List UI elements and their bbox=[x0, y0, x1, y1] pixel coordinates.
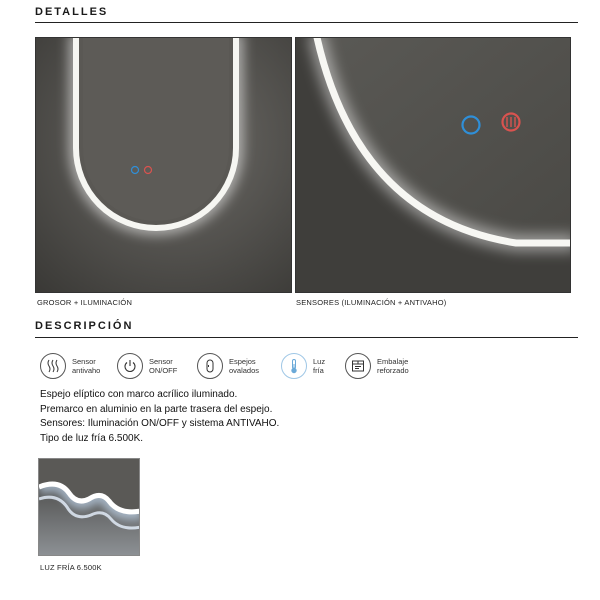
description-title: DESCRIPCIÓN bbox=[35, 320, 134, 332]
cold-light-swatch bbox=[38, 458, 140, 556]
thermometer-icon bbox=[281, 353, 307, 379]
feature-packaging-label: Embalaje reforzado bbox=[377, 357, 409, 375]
oval-mirror-icon bbox=[197, 353, 223, 379]
feature-oval-label: Espejos ovalados bbox=[229, 357, 260, 375]
description-line: Sensores: Iluminación ON/OFF y sistema ANTIVAHO. bbox=[40, 418, 280, 429]
thickness-caption: GROSOR + ILUMINACIÓN bbox=[37, 298, 133, 307]
package-icon bbox=[345, 353, 371, 379]
feature-antifog bbox=[40, 351, 100, 381]
feature-packaging bbox=[345, 351, 409, 381]
feature-onoff-label: Sensor ON/OFF bbox=[149, 357, 178, 375]
details-rule bbox=[35, 22, 578, 23]
feature-cold-light bbox=[281, 351, 325, 381]
power-icon bbox=[117, 353, 143, 379]
description-line: Premarco en aluminio en la parte trasera del espejo. bbox=[40, 403, 273, 415]
mirror-thickness-photo bbox=[35, 37, 292, 293]
feature-oval bbox=[197, 351, 259, 381]
description-line: Espejo elíptico con marco acrílico iluminado. bbox=[40, 389, 238, 400]
mirror-sensors-photo bbox=[295, 37, 571, 293]
feature-cold-light-label: Luz fría bbox=[313, 357, 326, 375]
feature-antifog-label: Sensor antivaho bbox=[72, 357, 101, 375]
details-title: DETALLES bbox=[35, 6, 109, 18]
sensors-caption: SENSORES (ILUMINACIÓN + ANTIVAHO) bbox=[296, 298, 447, 307]
swatch-caption: LUZ FRÍA 6.500K bbox=[40, 563, 102, 572]
description-line: Tipo de luz fría 6.500K. bbox=[40, 432, 144, 444]
steam-icon bbox=[40, 353, 66, 379]
description-rule bbox=[35, 337, 578, 338]
description-text bbox=[40, 388, 279, 446]
feature-onoff bbox=[117, 351, 177, 381]
